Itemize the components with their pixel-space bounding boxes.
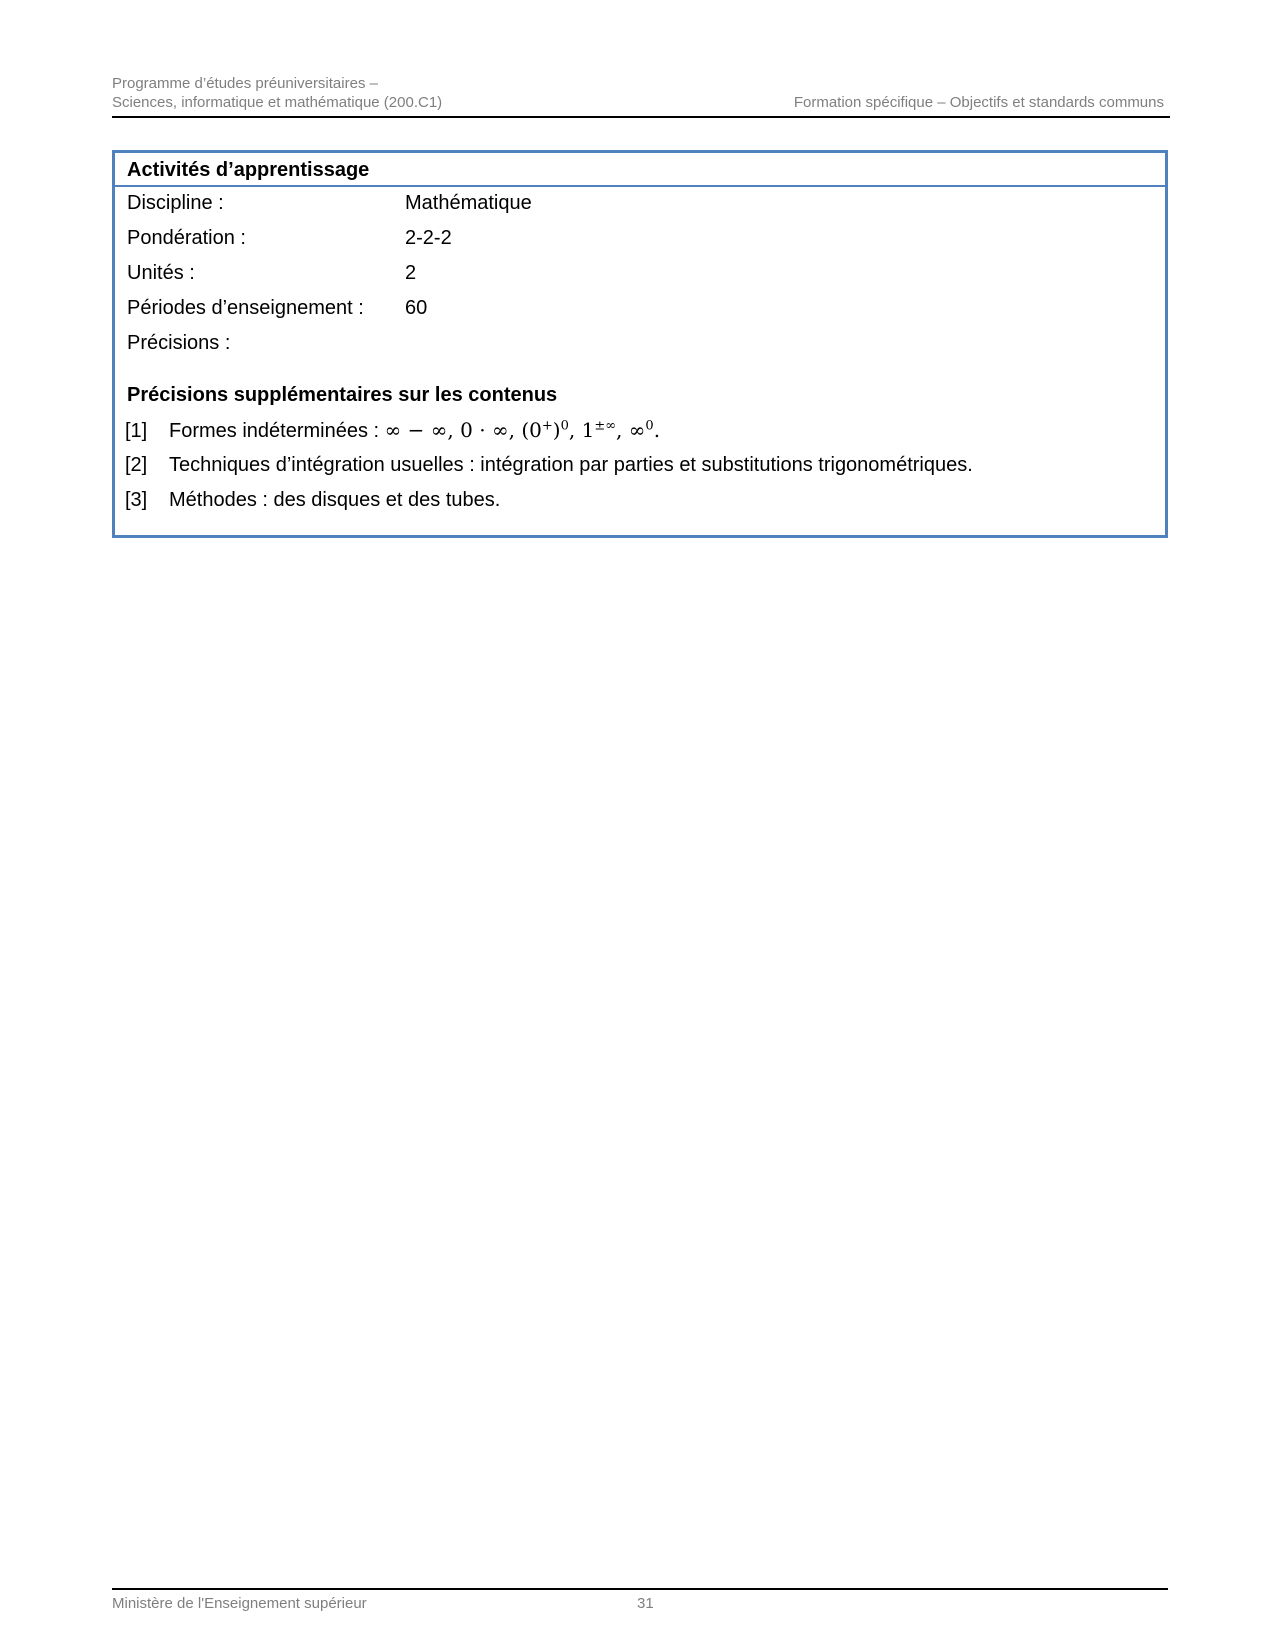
indeterminate-forms-math: ∞ − ∞, 0 · ∞, $(0^+)^0$, 1±∞, ∞$^0$. — [384, 418, 661, 442]
field-label: Pondération : — [127, 227, 246, 249]
header-section: Formation spécifique – Objectifs et standards communs — [793, 94, 1164, 111]
note-3 — [125, 488, 500, 512]
header-program-line1: Programme d’études préuniversitaires – — [112, 75, 378, 92]
header-program — [112, 74, 442, 112]
page-number: 31 — [637, 1595, 654, 1612]
field-precisions — [127, 331, 405, 355]
field-label: Unités : — [127, 262, 195, 284]
field-discipline — [127, 191, 532, 215]
box-title: Activités d’apprentissage — [115, 153, 1165, 187]
note-text: Formes indéterminées : — [169, 420, 385, 442]
note-text: Techniques d’intégration usuelles : intégration par parties et substitutions trigonométriques. — [169, 454, 973, 476]
note-text: Méthodes : des disques et des tubes. — [169, 489, 501, 511]
field-label: Discipline : — [127, 192, 224, 214]
note-1 — [125, 418, 660, 443]
note-number: [2] — [125, 454, 148, 476]
field-label: Périodes d’enseignement : — [127, 297, 364, 319]
header-program-line2: Sciences, informatique et mathématique (200.C1) — [112, 94, 443, 111]
footer-ministry: Ministère de l'Enseignement supérieur — [112, 1595, 367, 1612]
note-2 — [125, 453, 973, 477]
field-periodes — [127, 296, 427, 320]
field-value: Mathématique — [405, 192, 532, 214]
field-label: Précisions : — [127, 332, 231, 354]
note-number: [3] — [125, 489, 148, 511]
page-header — [112, 74, 1170, 118]
learning-activities-box — [112, 150, 1168, 538]
additional-precisions-title: Précisions supplémentaires sur les contenus — [127, 384, 558, 406]
field-value: 2-2-2 — [405, 227, 452, 249]
field-value: 60 — [405, 297, 428, 319]
page-footer — [112, 1588, 1168, 1612]
field-ponderation — [127, 226, 452, 250]
note-number: [1] — [125, 420, 148, 442]
field-value: 2 — [405, 262, 417, 284]
field-unites — [127, 261, 416, 285]
